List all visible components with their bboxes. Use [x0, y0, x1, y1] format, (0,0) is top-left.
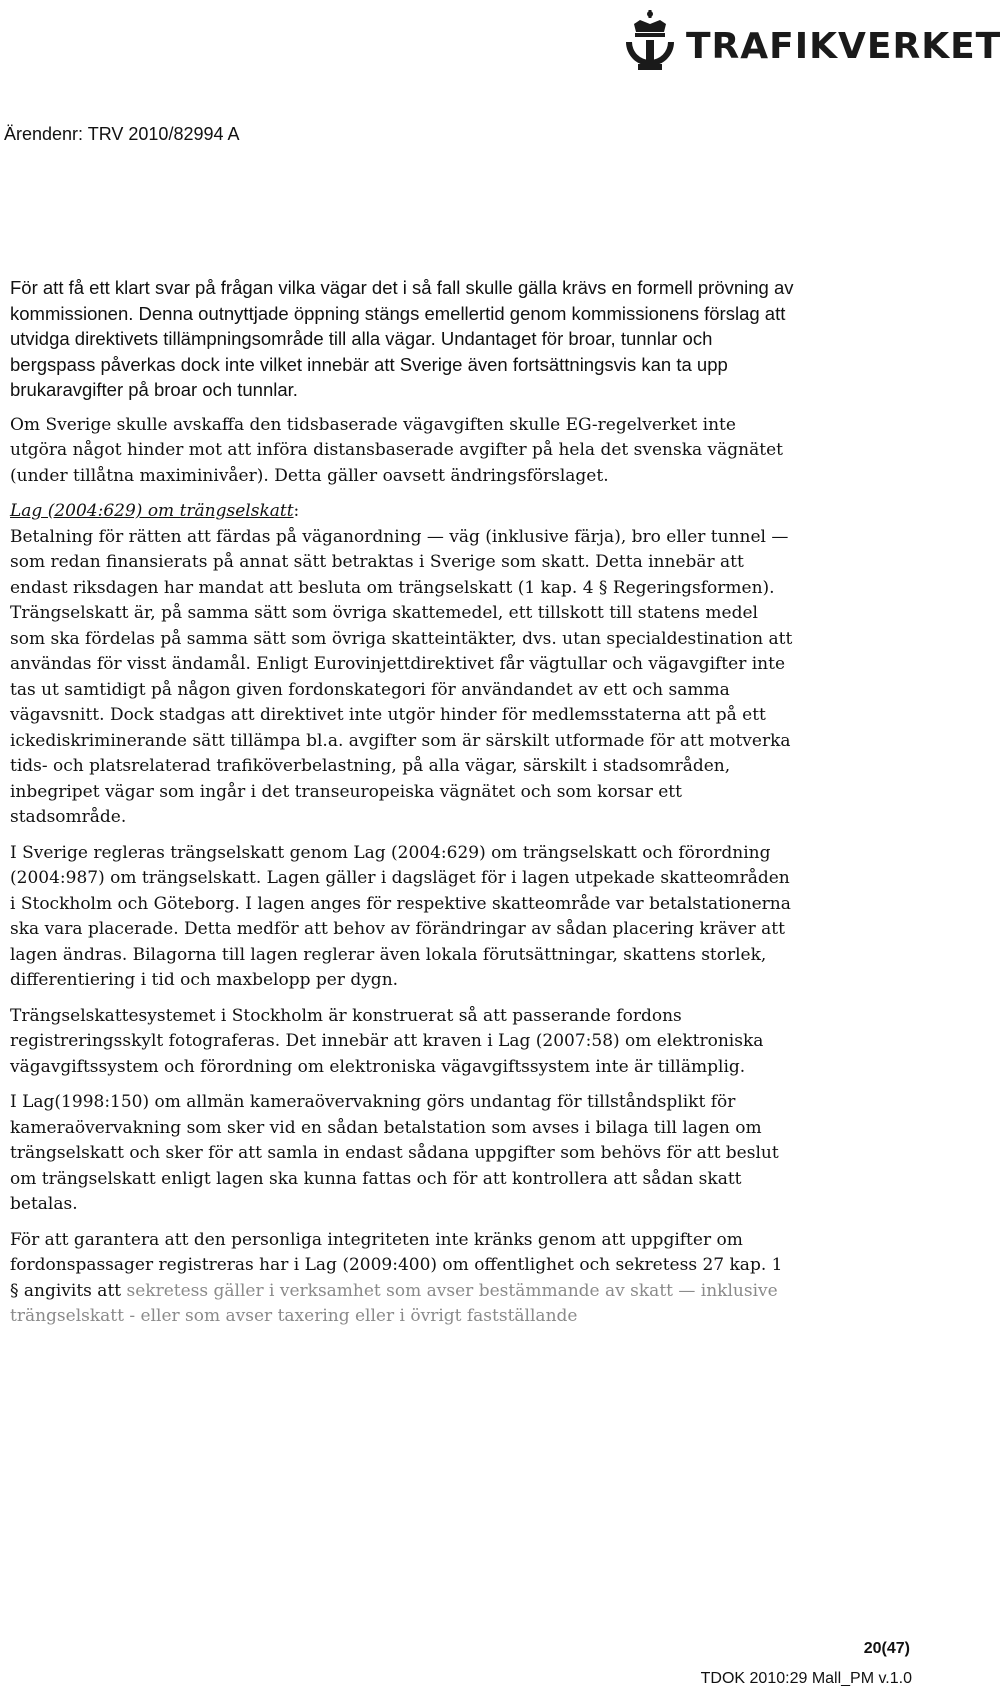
logo-wordmark: TRAFIKVERKET — [686, 26, 1001, 67]
paragraph-3: Betalning för rätten att färdas på väganordning — väg (inklusive färja), bro eller tunnel — som redan finansierats på annat sätt betraktas i Sverige som skatt. Detta innebär att endast riksdagen har mandat att besluta om trängselskatt (1 kap. 4 § Regeringsformen). Trängselskatt är, på samma sätt som övriga skattemedel, ett tillskott till statens medel som ska fördelas på samma sätt som övriga skatteintäkter, dvs. utan specialdestination att användas för visst ändamål. Enligt Eurovinjettdirektivet får vägtullar och vägavgifter inte tas ut samtidigt på någon given fordonskategori för användandet av ett och samma vägavsnitt. Dock stadgas att direktivet inte utgör hinder för medlemsstaterna att på ett ickediskriminerande sätt tillämpa bl.a. avgifter som är särskilt utformade för att motverka tids- och platsrelaterad trafiköverbelastning, på alla vägar, särskilt i stadsområden, inbegripet vägar som ingår i det transeuropeiska vägnätet och som korsar ett stadsområde. — [10, 526, 793, 827]
template-id: TDOK 2010:29 Mall_PM v.1.0 — [700, 1670, 912, 1687]
case-number: Ärendenr: TRV 2010/82994 A — [4, 124, 240, 144]
paragraph-2: Om Sverige skulle avskaffa den tidsbaserade vägavgiften skulle EG-regelverket inte utgöra något hinder mot att införa distansbaserade avgifter på hela det svenska vägnätet (under tillåtna maximinivåer). Detta gäller oavsett ändringsförslaget. — [10, 414, 783, 486]
paragraph-5: Trängselskattesystemet i Stockholm är konstruerat så att passerande fordons registreringsskylt fotograferas. Det innebär att kraven i Lag (2007:58) om elektroniska vägavgiftssystem och förordning om elektroniska vägavgiftssystem inte är tillämplig. — [10, 1005, 764, 1077]
document-body — [10, 275, 796, 1340]
page-number: 20(47) — [863, 1640, 910, 1657]
crown-emblem-icon — [620, 8, 680, 78]
paragraph-7-faded: sekretess gäller i verksamhet som avser bestämmande av skatt — inklusive trängselskatt - eller som avser taxering eller i övrigt fastställande — [10, 1280, 778, 1326]
section-heading-trangselskatt: Lag (2004:629) om trängselskatt — [10, 501, 294, 521]
paragraph-7-main: För att garantera att den personliga integriteten inte kränks genom att uppgifter om fordonspassager registreras har i Lag (2009:400) om offentlighet och sekretess 27 kap. 1 § angivits att — [10, 1229, 783, 1301]
paragraph-7 — [10, 1228, 796, 1330]
heading-colon: : — [293, 501, 300, 521]
paragraph-4: I Sverige regleras trängselskatt genom Lag (2004:629) om trängselskatt och förordning (2004:987) om trängselskatt. Lagen gäller i dagsläget för i lagen utpekade skatteområden i Stockholm och Göteborg. I lagen anges för respektive skatteområde var betalstationerna ska vara placerade. Detta medför att behov av förändringar av sådan placering kräver att lagen ändras. Bilagorna till lagen reglerar även lokala förutsättningar, skattens storlek, differentiering i tid och maxbelopp per dygn. — [10, 842, 791, 990]
paragraph-1: För att få ett klart svar på frågan vilka vägar det i så fall skulle gälla krävs en formell prövning av kommissionen. Denna outnyttjade öppning stängs emellertid genom kommissionens förslag att utvidga direktivets tillämpningsområde till alla vägar. Undantaget för broar, tunnlar och bergspass påverkas dock inte vilket innebär att Sverige även fortsättningsvis kan ta upp brukaravgifter på broar och tunnlar. — [10, 277, 794, 400]
section-heading-line — [10, 499, 796, 525]
paragraph-6: I Lag(1998:150) om allmän kameraövervakning görs undantag för tillståndsplikt för kameraövervakning som sker vid en sådan betalstation som avses i bilaga till lagen om trängselskatt och sker för att samla in endast sådana uppgifter som behövs för att beslut om trängselskatt enligt lagen ska kunna fattas och för att kontrollera att sådan skatt betalas. — [10, 1092, 779, 1214]
trafikverket-logo — [620, 8, 1001, 78]
